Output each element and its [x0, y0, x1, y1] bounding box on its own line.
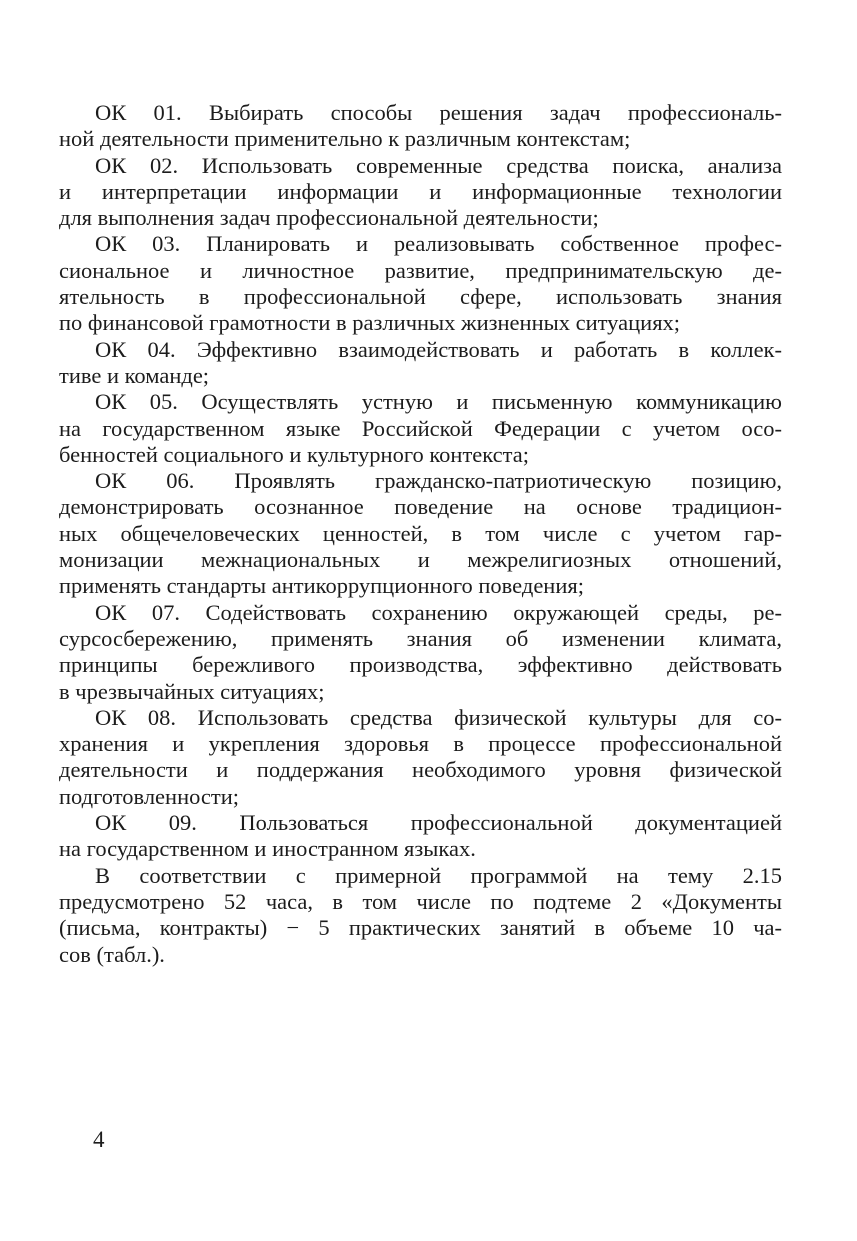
text-line: по финансовой грамотности в различных жизненных ситуациях; [59, 310, 681, 336]
text-block [59, 100, 782, 968]
text-line: (письма, контракты) − 5 практических занятий в объеме 10 ча- [59, 915, 782, 941]
page-number: 4 [93, 1127, 105, 1152]
text-line: деятельности и поддержания необходимого уровня физической [59, 757, 782, 783]
text-line: применять стандарты антикоррупционного поведения; [59, 573, 584, 599]
text-line: подготовленности; [59, 783, 240, 809]
paragraph [59, 468, 782, 599]
text-line: демонстрировать осознанное поведение на основе традицион- [59, 494, 782, 520]
paragraph [59, 810, 782, 863]
text-line: в чрезвычайных ситуациях; [59, 678, 325, 704]
text-line: ОК 09. Пользоваться профессиональной документацией [95, 810, 782, 836]
text-line: В соответствии с примерной программой на тему 2.15 [95, 862, 782, 888]
text-line: на государственном языке Российской Федерации с учетом осо- [59, 415, 782, 441]
text-line: сов (табл.). [59, 941, 165, 967]
text-line: ОК 07. Содействовать сохранению окружающей среды, ре- [95, 599, 782, 625]
text-line: тиве и команде; [59, 362, 210, 388]
paragraph [59, 389, 782, 468]
text-line: ОК 04. Эффективно взаимодействовать и работать в коллек- [95, 336, 782, 362]
text-line: предусмотрено 52 часа, в том числе по подтеме 2 «Документы [59, 888, 782, 914]
text-line: для выполнения задач профессиональной деятельности; [59, 205, 599, 231]
paragraph [59, 600, 782, 705]
text-line: сурсосбережению, применять знания об изменении климата, [59, 625, 782, 651]
text-line: монизации межнациональных и межрелигиозных отношений, [59, 547, 782, 573]
text-line: хранения и укрепления здоровья в процессе профессиональной [59, 731, 782, 757]
text-line: ных общечеловеческих ценностей, в том числе с учетом гар- [59, 520, 782, 546]
text-line: ОК 02. Использовать современные средства поиска, анализа [95, 152, 782, 178]
text-line: и интерпретации информации и информационные технологии [59, 178, 782, 204]
text-line: ной деятельности применительно к различным контекстам; [59, 126, 631, 152]
text-line: ятельность в профессиональной сфере, использовать знания [59, 284, 782, 310]
paragraph [59, 153, 782, 232]
text-line: сиональное и личностное развитие, предпринимательскую де- [59, 257, 782, 283]
paragraph [59, 100, 782, 153]
text-line: ОК 03. Планировать и реализовывать собственное профес- [95, 231, 782, 257]
paragraph [59, 863, 782, 968]
paragraph [59, 705, 782, 810]
paragraph [59, 231, 782, 336]
paragraph [59, 337, 782, 390]
text-line: ОК 06. Проявлять гражданско-патриотическую позицию, [95, 468, 782, 494]
text-line: ОК 08. Использовать средства физической культуры для со- [95, 704, 782, 730]
text-line: бенностей социального и культурного контекста; [59, 441, 529, 467]
text-line: на государственном и иностранном языках. [59, 836, 476, 862]
text-line: ОК 01. Выбирать способы решения задач профессиональ- [95, 100, 782, 125]
text-line: принципы бережливого производства, эффективно действовать [59, 652, 782, 678]
text-line: ОК 05. Осуществлять устную и письменную коммуникацию [95, 389, 782, 415]
